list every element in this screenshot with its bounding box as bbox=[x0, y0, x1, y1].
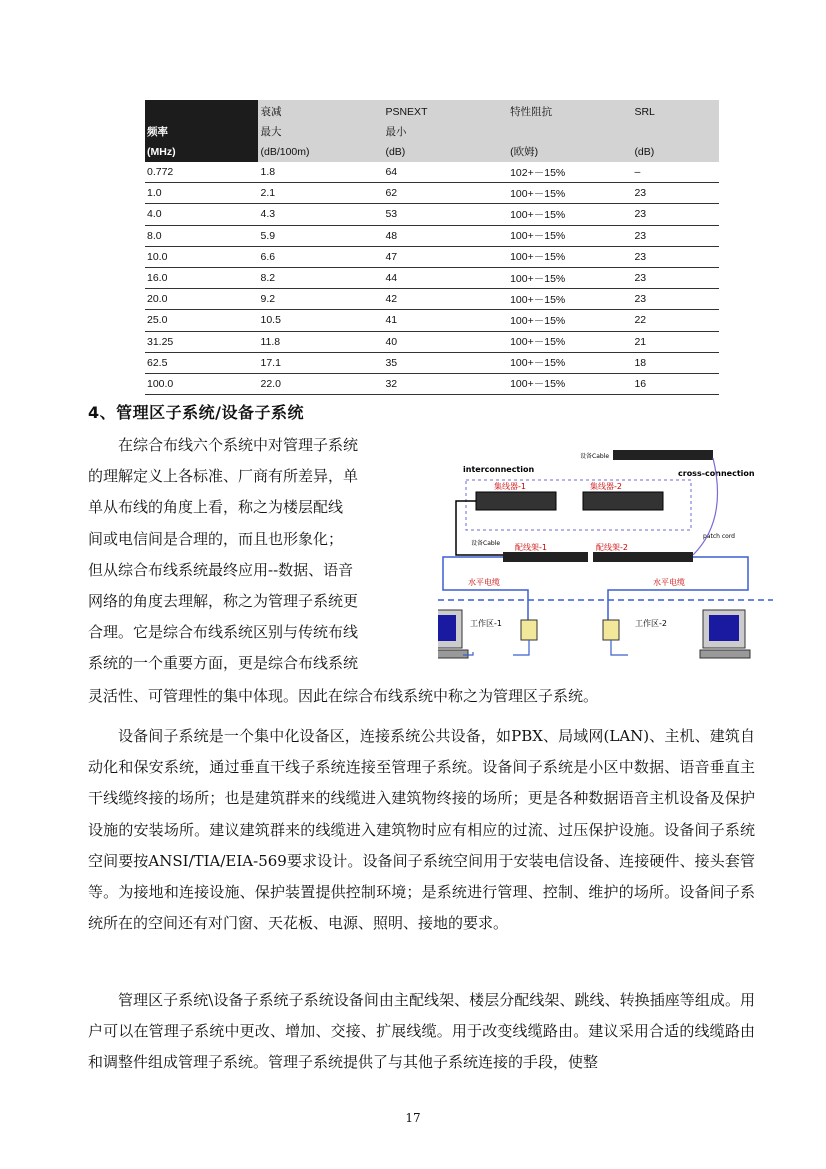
intro-line: 系统的一个重要方面，更是综合布线系统 bbox=[88, 654, 359, 673]
table-body bbox=[145, 162, 719, 395]
cell-impedance: 100+－15% bbox=[508, 352, 632, 373]
cell-psnext: 42 bbox=[383, 289, 508, 310]
table-row bbox=[145, 246, 719, 267]
section-title: 4、管理区子系统/设备子系统 bbox=[88, 403, 304, 422]
cell-impedance: 100+－15% bbox=[508, 373, 632, 394]
computer-1-screen bbox=[438, 615, 456, 641]
cell-impedance: 102+－15% bbox=[508, 162, 632, 183]
header-srl: SRL (dB) bbox=[632, 100, 719, 162]
cell-impedance: 100+－15% bbox=[508, 331, 632, 352]
table-row bbox=[145, 352, 719, 373]
cell-attenuation: 22.0 bbox=[258, 373, 383, 394]
cell-srl: 18 bbox=[632, 352, 719, 373]
intro-line: 单从布线的角度上看，称之为楼层配线 bbox=[88, 498, 344, 517]
table-row bbox=[145, 183, 719, 204]
page-number: 17 bbox=[405, 1111, 421, 1125]
cell-psnext: 35 bbox=[383, 352, 508, 373]
cell-impedance: 100+－15% bbox=[508, 289, 632, 310]
patch-panel-1-label: 配线架-1 bbox=[515, 543, 547, 552]
cell-attenuation: 2.1 bbox=[258, 183, 383, 204]
cell-frequency: 31.25 bbox=[145, 331, 258, 352]
management-composition-paragraph: 管理区子系统\设备子系统子系统设备间由主配线架、楼层分配线架、跳线、转换插座等组成。用户可以在管理子系统中更改、增加、交接、扩展线缆。用于改变线缆路由。建议采用合适的线缆路由和调整件组成管理子系统。管理子系统提供了与其他子系统连接的手段，使整 bbox=[88, 991, 755, 1072]
cell-attenuation: 1.8 bbox=[258, 162, 383, 183]
table-row bbox=[145, 267, 719, 288]
cell-impedance: 100+－15% bbox=[508, 267, 632, 288]
computer-2-keyboard bbox=[700, 650, 750, 658]
cell-srl: 23 bbox=[632, 204, 719, 225]
intro-line: 但从综合布线系统最终应用--数据、语音 bbox=[88, 560, 354, 579]
wall-outlet-1 bbox=[521, 620, 537, 640]
cell-attenuation: 11.8 bbox=[258, 331, 383, 352]
cell-attenuation: 8.2 bbox=[258, 267, 383, 288]
table-row bbox=[145, 225, 719, 246]
cell-srl: 23 bbox=[632, 246, 719, 267]
cell-psnext: 47 bbox=[383, 246, 508, 267]
cell-attenuation: 6.6 bbox=[258, 246, 383, 267]
hub-1 bbox=[476, 492, 556, 510]
cell-attenuation: 4.3 bbox=[258, 204, 383, 225]
cell-psnext: 48 bbox=[383, 225, 508, 246]
intro-line: 的理解定义上各标准、厂商有所差异，单 bbox=[88, 467, 359, 486]
cell-psnext: 64 bbox=[383, 162, 508, 183]
header-impedance: 特性阻抗 (欧姆) bbox=[508, 100, 632, 162]
hub-1-label: 集线器-1 bbox=[494, 482, 526, 491]
table-row bbox=[145, 331, 719, 352]
intro-paragraph-end: 灵活性、可管理性的集中体现。因此在综合布线系统中称之为管理区子系统。 bbox=[88, 687, 599, 705]
drop-cable-2 bbox=[611, 640, 628, 655]
equipment-room-paragraph: 设备间子系统是一个集中化设备区，连接系统公共设备，如PBX、局域网(LAN)、主机、建筑自动化和保安系统，通过垂直干线子系统连接至管理子系统。设备间子系统是小区中数据、语音垂直主干线缆终接的场所；也是建筑群来的线缆进入建筑物终接的场所；更是各种数据语音主机设备及保护设施的安装场所。建议建筑群来的线缆进入建筑物时应有相应的过流、过压保护设施。设备间子系统空间要按ANSI/TIA/EIA-569要求设计。设备间子系统空间用于安装电信设备、连接硬件、接头套管等。为接地和连接设施、保护装置提供控制环境；是系统进行管理、控制、维护的场所。设备间子系统所在的空间还有对门窗、天花板、电源、照明、接地的要求。 bbox=[88, 727, 755, 933]
dev-cable-label-top: 设备Cable bbox=[580, 453, 610, 460]
top-device-panel bbox=[613, 450, 713, 460]
cell-frequency: 62.5 bbox=[145, 352, 258, 373]
patch-panel-2 bbox=[593, 552, 693, 562]
patch-panel-1 bbox=[503, 552, 588, 562]
cell-frequency: 8.0 bbox=[145, 225, 258, 246]
cell-srl: 23 bbox=[632, 289, 719, 310]
header-psnext: PSNEXT 最小 (dB) bbox=[383, 100, 508, 162]
cell-frequency: 100.0 bbox=[145, 373, 258, 394]
cell-attenuation: 10.5 bbox=[258, 310, 383, 331]
hub-2-label: 集线器-2 bbox=[590, 482, 622, 491]
cell-psnext: 62 bbox=[383, 183, 508, 204]
wall-outlet-2 bbox=[603, 620, 619, 640]
table-row bbox=[145, 310, 719, 331]
cell-impedance: 100+－15% bbox=[508, 225, 632, 246]
cable-spec-table bbox=[145, 100, 719, 395]
table-header-row bbox=[145, 100, 719, 162]
drop-cable-1 bbox=[513, 640, 529, 655]
table-row bbox=[145, 373, 719, 394]
table-row bbox=[145, 289, 719, 310]
cell-srl: 16 bbox=[632, 373, 719, 394]
intro-paragraph bbox=[88, 430, 388, 680]
cell-attenuation: 9.2 bbox=[258, 289, 383, 310]
cell-srl: 23 bbox=[632, 183, 719, 204]
cell-srl: 22 bbox=[632, 310, 719, 331]
cell-frequency: 16.0 bbox=[145, 267, 258, 288]
header-frequency: 频率 (MHz) bbox=[145, 100, 258, 162]
cell-frequency: 10.0 bbox=[145, 246, 258, 267]
intro-line: 间或电信间是合理的，而且也形象化； bbox=[88, 529, 344, 548]
table-row bbox=[145, 204, 719, 225]
cell-frequency: 4.0 bbox=[145, 204, 258, 225]
work-area-2-label: 工作区-2 bbox=[635, 619, 667, 628]
cell-frequency: 20.0 bbox=[145, 289, 258, 310]
cell-psnext: 40 bbox=[383, 331, 508, 352]
cell-attenuation: 5.9 bbox=[258, 225, 383, 246]
horizontal-cable-1-label: 水平电缆 bbox=[468, 578, 500, 587]
intro-line: 在综合布线六个系统中对管理子系统 bbox=[118, 436, 359, 454]
cell-frequency: 0.772 bbox=[145, 162, 258, 183]
cell-psnext: 53 bbox=[383, 204, 508, 225]
interconnection-label: interconnection bbox=[463, 465, 535, 474]
cell-impedance: 100+－15% bbox=[508, 246, 632, 267]
patch-cord-label: patch cord bbox=[703, 533, 735, 540]
cell-srl: 23 bbox=[632, 267, 719, 288]
hub-2 bbox=[583, 492, 663, 510]
cell-psnext: 44 bbox=[383, 267, 508, 288]
computer-1-keyboard bbox=[438, 650, 468, 658]
cell-srl: 21 bbox=[632, 331, 719, 352]
computer-2-screen bbox=[709, 615, 739, 641]
cell-attenuation: 17.1 bbox=[258, 352, 383, 373]
intro-line: 网络的角度去理解，称之为管理子系统更 bbox=[88, 592, 359, 611]
header-attenuation: 衰减 最大 (dB/100m) bbox=[258, 100, 383, 162]
cell-impedance: 100+－15% bbox=[508, 204, 632, 225]
cell-srl: 23 bbox=[632, 225, 719, 246]
dev-cable-label: 设备Cable bbox=[471, 540, 501, 547]
management-subsystem-diagram bbox=[438, 440, 773, 675]
cross-connection-label: cross-connection bbox=[678, 469, 755, 478]
cell-srl: – bbox=[632, 162, 719, 183]
horizontal-cable-2-label: 水平电缆 bbox=[653, 578, 685, 587]
cell-psnext: 41 bbox=[383, 310, 508, 331]
intro-line: 合理。它是综合布线系统区别与传统布线 bbox=[88, 623, 359, 642]
cell-impedance: 100+－15% bbox=[508, 310, 632, 331]
cell-frequency: 25.0 bbox=[145, 310, 258, 331]
cell-frequency: 1.0 bbox=[145, 183, 258, 204]
work-area-1-label: 工作区-1 bbox=[470, 619, 502, 628]
cell-psnext: 32 bbox=[383, 373, 508, 394]
patch-panel-2-label: 配线架-2 bbox=[596, 543, 628, 552]
table-row bbox=[145, 162, 719, 183]
cell-impedance: 100+－15% bbox=[508, 183, 632, 204]
